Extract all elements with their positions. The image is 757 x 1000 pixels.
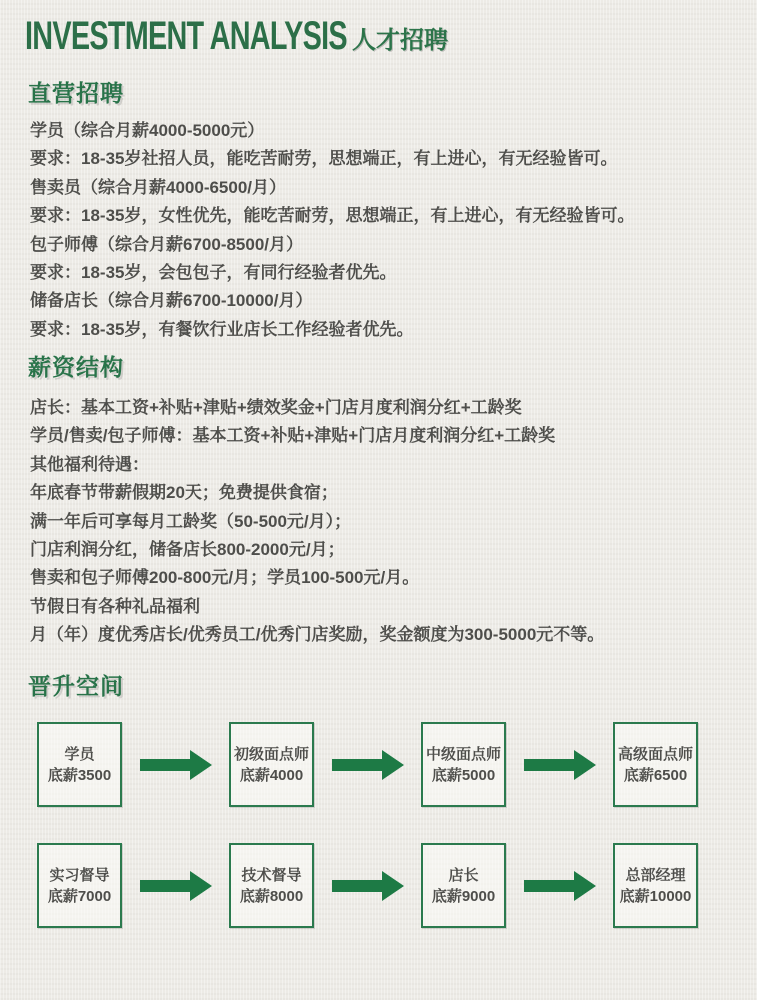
- page-subtitle: 人才招聘: [352, 27, 448, 54]
- arrow-right-icon: [524, 750, 596, 780]
- page-title: INVESTMENT ANALYSIS: [25, 14, 347, 58]
- flow-box-headquarters-manager: [613, 843, 698, 928]
- recruit-line-requirement-seller: 要求：18-35岁，女性优先，能吃苦耐劳，思想端正，有上进心，有无经验皆可。: [30, 206, 635, 226]
- flow-box-mid-pastry-chef: [421, 722, 506, 807]
- salary-text-block: [30, 394, 604, 650]
- recruit-line-position-seller: 售卖员（综合月薪4000-6500/月）: [30, 177, 287, 197]
- salary-line-staff-structure: 学员/售卖/包子师傅：基本工资+补贴+津贴+门店月度利润分红+工龄奖: [30, 426, 556, 446]
- salary-line-profit-share-staff: 售卖和包子师傅200-800元/月；学员100-500元/月。: [30, 568, 420, 588]
- salary-line-manager-structure: 店长：基本工资+补贴+津贴+绩效奖金+门店月度利润分红+工龄奖: [30, 398, 522, 417]
- flow-box-title: 学员: [64, 745, 95, 763]
- flow-box-salary: 底薪9000: [431, 887, 496, 905]
- flow-box-salary: 底薪8000: [239, 887, 304, 905]
- flow-box-salary: 底薪3500: [47, 766, 112, 784]
- salary-line-excellence-awards: 月（年）度优秀店长/优秀员工/优秀门店奖励，奖金额度为300-5000元不等。: [30, 625, 605, 645]
- flow-box-title: 店长: [448, 866, 479, 884]
- arrow-right-icon: [140, 750, 212, 780]
- salary-line-profit-share-manager: 门店利润分红，储备店长800-2000元/月；: [30, 540, 345, 560]
- flow-box-salary: 底薪4000: [239, 766, 304, 784]
- arrow-right-icon: [332, 750, 404, 780]
- flow-box-trainee: [37, 722, 122, 807]
- salary-line-holiday-benefit: 年底春节带薪假期20天；免费提供食宿；: [30, 483, 338, 503]
- flow-box-salary: 底薪6500: [623, 766, 688, 784]
- recruit-line-requirement-reserve-manager: 要求：18-35岁，有餐饮行业店长工作经验者优先。: [30, 319, 414, 339]
- arrow-right-icon: [140, 871, 212, 901]
- recruit-line-position-trainee: 学员（综合月薪4000-5000元）: [30, 121, 265, 140]
- recruit-line-requirement-trainee: 要求：18-35岁社招人员，能吃苦耐劳，思想端正，有上进心，有无经验皆可。: [30, 149, 618, 169]
- salary-line-festival-gifts: 节假日有各种礼品福利: [30, 596, 200, 616]
- flow-box-salary: 底薪7000: [47, 887, 112, 905]
- flow-box-title: 中级面点师: [425, 745, 501, 763]
- flow-box-salary: 底薪5000: [431, 766, 496, 784]
- flow-box-senior-pastry-chef: [613, 722, 698, 807]
- flow-box-title: 高级面点师: [617, 745, 693, 763]
- flow-box-store-manager: [421, 843, 506, 928]
- flow-box-title: 总部经理: [625, 866, 686, 884]
- recruit-line-position-reserve-manager: 储备店长（综合月薪6700-10000/月）: [30, 291, 313, 311]
- section-heading-promotion: 晋升空间: [28, 673, 124, 699]
- recruit-text-block: [30, 117, 634, 344]
- flow-box-junior-pastry-chef: [229, 722, 314, 807]
- section-heading-salary: 薪资结构: [28, 354, 124, 380]
- recruit-line-requirement-baozi-chef: 要求：18-35岁，会包包子，有同行经验者优先。: [30, 263, 397, 283]
- flow-box-technical-supervisor: [229, 843, 314, 928]
- promotion-flow-row-1: [37, 722, 720, 807]
- flow-box-intern-supervisor: [37, 843, 122, 928]
- salary-line-seniority-bonus: 满一年后可享每月工龄奖（50-500元/月）；: [30, 511, 352, 531]
- arrow-right-icon: [332, 871, 404, 901]
- section-heading-recruit: 直营招聘: [28, 80, 124, 106]
- flow-box-title: 技术督导: [241, 866, 302, 884]
- arrow-right-icon: [524, 871, 596, 901]
- promotion-flow-row-2: [37, 843, 720, 928]
- flow-box-salary: 底薪10000: [619, 887, 692, 905]
- recruit-line-position-baozi-chef: 包子师傅（综合月薪6700-8500/月）: [30, 234, 304, 254]
- flow-box-title: 初级面点师: [233, 745, 309, 763]
- flow-box-title: 实习督导: [49, 866, 110, 884]
- salary-line-benefits-label: 其他福利待遇：: [30, 454, 149, 474]
